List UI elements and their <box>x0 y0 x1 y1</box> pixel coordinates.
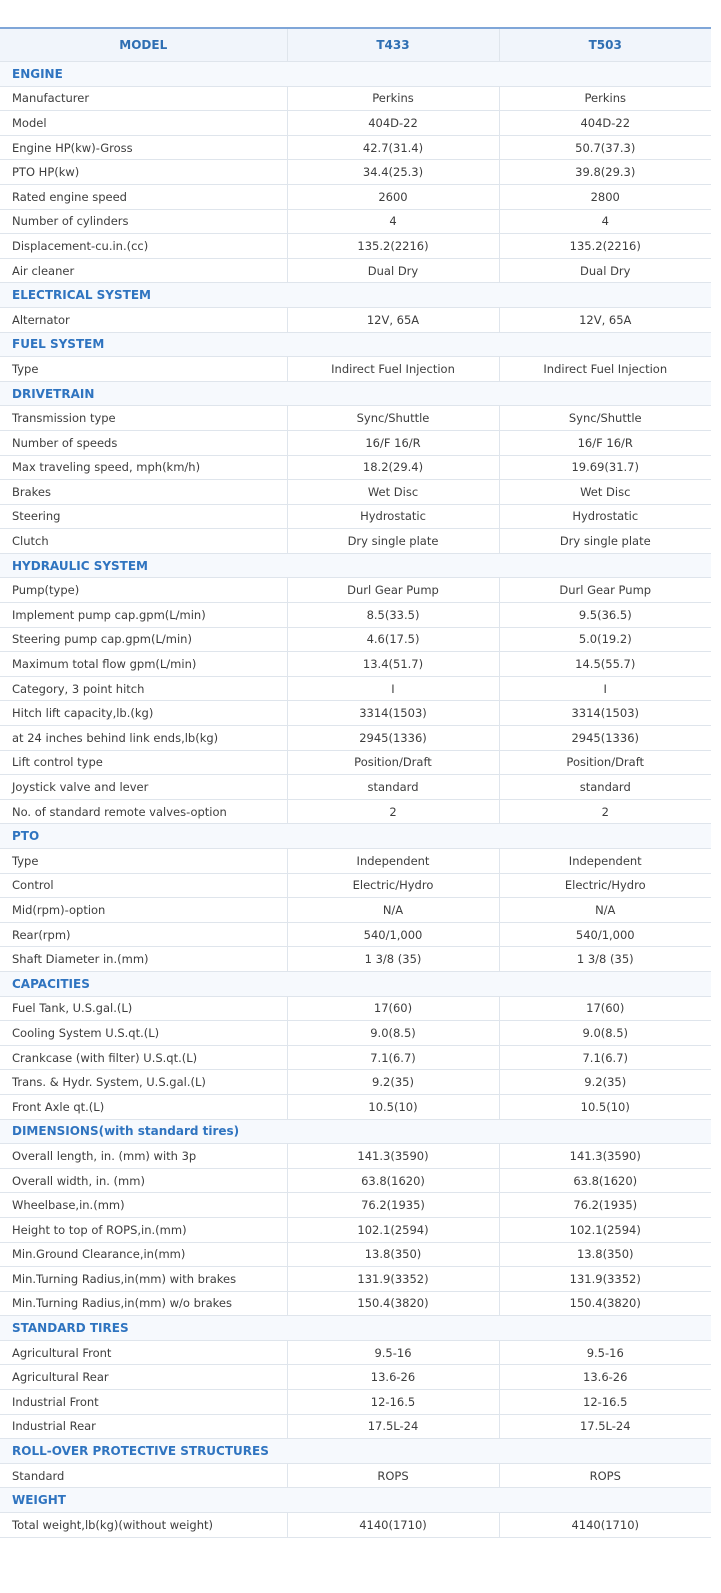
spec-row <box>0 726 711 751</box>
section-header-row <box>0 283 711 308</box>
spec-value-t503: Position/Draft <box>499 750 711 775</box>
spec-value-t503: Independent <box>499 849 711 874</box>
spec-value-t503: Wet Disc <box>499 480 711 505</box>
spec-value-t503: 2 <box>499 799 711 824</box>
spec-value-t503: 12-16.5 <box>499 1390 711 1415</box>
spec-row <box>0 1193 711 1218</box>
spec-value-t433: 9.5-16 <box>287 1340 499 1365</box>
spec-label: Crankcase (with filter) U.S.qt.(L) <box>0 1045 287 1070</box>
spec-label: Number of speeds <box>0 430 287 455</box>
spec-table-body <box>0 62 711 1538</box>
spec-row <box>0 1390 711 1415</box>
spec-row <box>0 529 711 554</box>
spec-row <box>0 849 711 874</box>
spec-value-t433: standard <box>287 775 499 800</box>
spec-value-t433: 13.4(51.7) <box>287 652 499 677</box>
spec-value-t433: Dry single plate <box>287 529 499 554</box>
spec-value-t433: Sync/Shuttle <box>287 406 499 431</box>
spec-row <box>0 1414 711 1439</box>
spec-label: Min.Turning Radius,in(mm) w/o brakes <box>0 1291 287 1316</box>
spec-row <box>0 627 711 652</box>
spec-label: Rear(rpm) <box>0 922 287 947</box>
spec-label: Standard <box>0 1463 287 1488</box>
spec-value-t433: 18.2(29.4) <box>287 455 499 480</box>
spec-label: Min.Turning Radius,in(mm) with brakes <box>0 1267 287 1292</box>
spec-value-t503: 2800 <box>499 184 711 209</box>
spec-row <box>0 160 711 185</box>
spec-row <box>0 1340 711 1365</box>
spec-value-t503: 150.4(3820) <box>499 1291 711 1316</box>
spec-label: Front Axle qt.(L) <box>0 1094 287 1119</box>
section-title: ELECTRICAL SYSTEM <box>0 283 711 308</box>
spec-label: Trans. & Hydr. System, U.S.gal.(L) <box>0 1070 287 1095</box>
spec-row <box>0 86 711 111</box>
spec-label: Engine HP(kw)-Gross <box>0 135 287 160</box>
spec-label: Shaft Diameter in.(mm) <box>0 947 287 972</box>
section-title: STANDARD TIRES <box>0 1316 711 1341</box>
spec-value-t433: 540/1,000 <box>287 922 499 947</box>
spec-label: Lift control type <box>0 750 287 775</box>
section-title: DRIVETRAIN <box>0 381 711 406</box>
spec-row <box>0 209 711 234</box>
spec-label: No. of standard remote valves-option <box>0 799 287 824</box>
spec-row <box>0 1070 711 1095</box>
spec-value-t503: 404D-22 <box>499 111 711 136</box>
spec-row <box>0 430 711 455</box>
spec-value-t433: 76.2(1935) <box>287 1193 499 1218</box>
spec-value-t503: 2945(1336) <box>499 726 711 751</box>
spec-label: Min.Ground Clearance,in(mm) <box>0 1242 287 1267</box>
spec-row <box>0 1144 711 1169</box>
spec-value-t503: 3314(1503) <box>499 701 711 726</box>
spec-row <box>0 750 711 775</box>
spec-value-t433: Electric/Hydro <box>287 873 499 898</box>
spec-label: Steering pump cap.gpm(L/min) <box>0 627 287 652</box>
spec-value-t433: ROPS <box>287 1463 499 1488</box>
spec-value-t433: 2 <box>287 799 499 824</box>
spec-row <box>0 1021 711 1046</box>
spec-value-t433: Wet Disc <box>287 480 499 505</box>
spec-label: Manufacturer <box>0 86 287 111</box>
spec-label: Steering <box>0 504 287 529</box>
spec-label: Max traveling speed, mph(km/h) <box>0 455 287 480</box>
spec-row <box>0 775 711 800</box>
spec-row <box>0 873 711 898</box>
spec-row <box>0 996 711 1021</box>
spec-value-t433: Indirect Fuel Injection <box>287 357 499 382</box>
spec-row <box>0 603 711 628</box>
spec-row <box>0 307 711 332</box>
section-header-row <box>0 553 711 578</box>
spec-value-t433: Hydrostatic <box>287 504 499 529</box>
section-header-row <box>0 824 711 849</box>
header-model-label: MODEL <box>0 28 287 62</box>
section-header-row <box>0 1316 711 1341</box>
spec-value-t503: Durl Gear Pump <box>499 578 711 603</box>
spec-value-t433: 13.8(350) <box>287 1242 499 1267</box>
spec-value-t503: 13.6-26 <box>499 1365 711 1390</box>
spec-value-t433: Independent <box>287 849 499 874</box>
spec-value-t503: 16/F 16/R <box>499 430 711 455</box>
header-model-t433: T433 <box>287 28 499 62</box>
spec-value-t433: 404D-22 <box>287 111 499 136</box>
spec-label: Agricultural Front <box>0 1340 287 1365</box>
spec-value-t433: N/A <box>287 898 499 923</box>
spec-label: Industrial Rear <box>0 1414 287 1439</box>
spec-value-t503: 50.7(37.3) <box>499 135 711 160</box>
spec-row <box>0 947 711 972</box>
spec-value-t503: Dual Dry <box>499 258 711 283</box>
spec-value-t433: 12V, 65A <box>287 307 499 332</box>
spec-row <box>0 1217 711 1242</box>
spec-row <box>0 357 711 382</box>
section-header-row <box>0 1488 711 1513</box>
spec-value-t433: Position/Draft <box>287 750 499 775</box>
spec-row <box>0 1045 711 1070</box>
spec-label: Overall width, in. (mm) <box>0 1168 287 1193</box>
spec-value-t503: Dry single plate <box>499 529 711 554</box>
spec-row <box>0 922 711 947</box>
spec-value-t433: 17(60) <box>287 996 499 1021</box>
spec-value-t503: 9.5(36.5) <box>499 603 711 628</box>
spec-row <box>0 1463 711 1488</box>
spec-value-t433: 135.2(2216) <box>287 234 499 259</box>
spec-value-t503: 39.8(29.3) <box>499 160 711 185</box>
spec-row <box>0 898 711 923</box>
spec-value-t503: 141.3(3590) <box>499 1144 711 1169</box>
spec-value-t433: Perkins <box>287 86 499 111</box>
spec-label: Number of cylinders <box>0 209 287 234</box>
spec-value-t433: 150.4(3820) <box>287 1291 499 1316</box>
section-header-row <box>0 381 711 406</box>
spec-table <box>0 27 711 1538</box>
spec-value-t503: 9.2(35) <box>499 1070 711 1095</box>
spec-value-t503: 9.5-16 <box>499 1340 711 1365</box>
spec-row <box>0 701 711 726</box>
spec-label: Rated engine speed <box>0 184 287 209</box>
spec-label: PTO HP(kw) <box>0 160 287 185</box>
section-title: DIMENSIONS(with standard tires) <box>0 1119 711 1144</box>
spec-label: Clutch <box>0 529 287 554</box>
spec-value-t433: 9.0(8.5) <box>287 1021 499 1046</box>
spec-value-t433: 4 <box>287 209 499 234</box>
section-title: ROLL-OVER PROTECTIVE STRUCTURES <box>0 1439 711 1464</box>
spec-value-t503: Indirect Fuel Injection <box>499 357 711 382</box>
spec-row <box>0 578 711 603</box>
section-title: FUEL SYSTEM <box>0 332 711 357</box>
spec-label: at 24 inches behind link ends,lb(kg) <box>0 726 287 751</box>
spec-label: Displacement-cu.in.(cc) <box>0 234 287 259</box>
section-header-row <box>0 1119 711 1144</box>
spec-row <box>0 1513 711 1538</box>
spec-label: Implement pump cap.gpm(L/min) <box>0 603 287 628</box>
spec-value-t503: Sync/Shuttle <box>499 406 711 431</box>
spec-label: Height to top of ROPS,in.(mm) <box>0 1217 287 1242</box>
section-header-row <box>0 62 711 87</box>
spec-label: Hitch lift capacity,lb.(kg) <box>0 701 287 726</box>
spec-value-t503: 540/1,000 <box>499 922 711 947</box>
spec-label: Alternator <box>0 307 287 332</box>
spec-value-t503: Perkins <box>499 86 711 111</box>
section-header-row <box>0 971 711 996</box>
spec-value-t433: 141.3(3590) <box>287 1144 499 1169</box>
spec-label: Transmission type <box>0 406 287 431</box>
spec-row <box>0 652 711 677</box>
spec-row <box>0 1365 711 1390</box>
spec-label: Total weight,lb(kg)(without weight) <box>0 1513 287 1538</box>
spec-value-t433: 42.7(31.4) <box>287 135 499 160</box>
spec-value-t433: 13.6-26 <box>287 1365 499 1390</box>
spec-value-t433: 9.2(35) <box>287 1070 499 1095</box>
spec-value-t433: 7.1(6.7) <box>287 1045 499 1070</box>
spec-value-t503: 17(60) <box>499 996 711 1021</box>
spec-label: Agricultural Rear <box>0 1365 287 1390</box>
spec-value-t433: 1 3/8 (35) <box>287 947 499 972</box>
spec-row <box>0 799 711 824</box>
spec-value-t503: 1 3/8 (35) <box>499 947 711 972</box>
spec-label: Pump(type) <box>0 578 287 603</box>
spec-value-t503: 7.1(6.7) <box>499 1045 711 1070</box>
spec-value-t433: Durl Gear Pump <box>287 578 499 603</box>
spec-label: Industrial Front <box>0 1390 287 1415</box>
spec-label: Wheelbase,in.(mm) <box>0 1193 287 1218</box>
spec-value-t503: 76.2(1935) <box>499 1193 711 1218</box>
spec-value-t503: 135.2(2216) <box>499 234 711 259</box>
spec-value-t503: Electric/Hydro <box>499 873 711 898</box>
spec-value-t433: 131.9(3352) <box>287 1267 499 1292</box>
spec-value-t433: 102.1(2594) <box>287 1217 499 1242</box>
spec-row <box>0 1291 711 1316</box>
spec-value-t433: 4140(1710) <box>287 1513 499 1538</box>
spec-value-t503: 9.0(8.5) <box>499 1021 711 1046</box>
spec-value-t433: Dual Dry <box>287 258 499 283</box>
section-title: HYDRAULIC SYSTEM <box>0 553 711 578</box>
spec-row <box>0 455 711 480</box>
spec-value-t433: 17.5L-24 <box>287 1414 499 1439</box>
spec-value-t433: 2600 <box>287 184 499 209</box>
spec-row <box>0 184 711 209</box>
spec-value-t503: 4140(1710) <box>499 1513 711 1538</box>
spec-row <box>0 234 711 259</box>
spec-label: Control <box>0 873 287 898</box>
spec-row <box>0 480 711 505</box>
header-row <box>0 28 711 62</box>
section-title: ENGINE <box>0 62 711 87</box>
spec-value-t433: 12-16.5 <box>287 1390 499 1415</box>
spec-label: Mid(rpm)-option <box>0 898 287 923</box>
header-model-t503: T503 <box>499 28 711 62</box>
spec-value-t503: 19.69(31.7) <box>499 455 711 480</box>
spec-row <box>0 406 711 431</box>
spec-value-t503: 12V, 65A <box>499 307 711 332</box>
spec-label: Fuel Tank, U.S.gal.(L) <box>0 996 287 1021</box>
spec-label: Overall length, in. (mm) with 3p <box>0 1144 287 1169</box>
spec-row <box>0 1242 711 1267</box>
spec-label: Brakes <box>0 480 287 505</box>
spec-row <box>0 504 711 529</box>
spec-value-t433: 2945(1336) <box>287 726 499 751</box>
spec-value-t503: Hydrostatic <box>499 504 711 529</box>
section-title: WEIGHT <box>0 1488 711 1513</box>
section-title: CAPACITIES <box>0 971 711 996</box>
spec-value-t433: 8.5(33.5) <box>287 603 499 628</box>
spec-value-t503: I <box>499 676 711 701</box>
spec-label: Air cleaner <box>0 258 287 283</box>
spec-label: Type <box>0 849 287 874</box>
spec-value-t503: 4 <box>499 209 711 234</box>
spec-value-t503: 63.8(1620) <box>499 1168 711 1193</box>
spec-value-t433: 63.8(1620) <box>287 1168 499 1193</box>
spec-row <box>0 1094 711 1119</box>
spec-value-t503: 14.5(55.7) <box>499 652 711 677</box>
spec-label: Joystick valve and lever <box>0 775 287 800</box>
section-header-row <box>0 1439 711 1464</box>
spec-value-t433: 3314(1503) <box>287 701 499 726</box>
spec-value-t503: N/A <box>499 898 711 923</box>
section-header-row <box>0 332 711 357</box>
spec-value-t503: 17.5L-24 <box>499 1414 711 1439</box>
spec-row <box>0 135 711 160</box>
spec-row <box>0 1168 711 1193</box>
spec-label: Maximum total flow gpm(L/min) <box>0 652 287 677</box>
spec-value-t503: 5.0(19.2) <box>499 627 711 652</box>
spec-row <box>0 258 711 283</box>
spec-value-t433: 16/F 16/R <box>287 430 499 455</box>
spec-table-container <box>0 27 711 1538</box>
spec-value-t503: 131.9(3352) <box>499 1267 711 1292</box>
spec-label: Type <box>0 357 287 382</box>
spec-label: Model <box>0 111 287 136</box>
spec-value-t433: I <box>287 676 499 701</box>
spec-table-header <box>0 28 711 62</box>
spec-value-t503: 10.5(10) <box>499 1094 711 1119</box>
spec-row <box>0 1267 711 1292</box>
section-title: PTO <box>0 824 711 849</box>
spec-row <box>0 676 711 701</box>
spec-value-t503: ROPS <box>499 1463 711 1488</box>
spec-value-t503: 13.8(350) <box>499 1242 711 1267</box>
spec-value-t503: 102.1(2594) <box>499 1217 711 1242</box>
spec-value-t433: 10.5(10) <box>287 1094 499 1119</box>
spec-value-t503: standard <box>499 775 711 800</box>
spec-row <box>0 111 711 136</box>
spec-label: Cooling System U.S.qt.(L) <box>0 1021 287 1046</box>
spec-value-t433: 4.6(17.5) <box>287 627 499 652</box>
spec-value-t433: 34.4(25.3) <box>287 160 499 185</box>
spec-label: Category, 3 point hitch <box>0 676 287 701</box>
